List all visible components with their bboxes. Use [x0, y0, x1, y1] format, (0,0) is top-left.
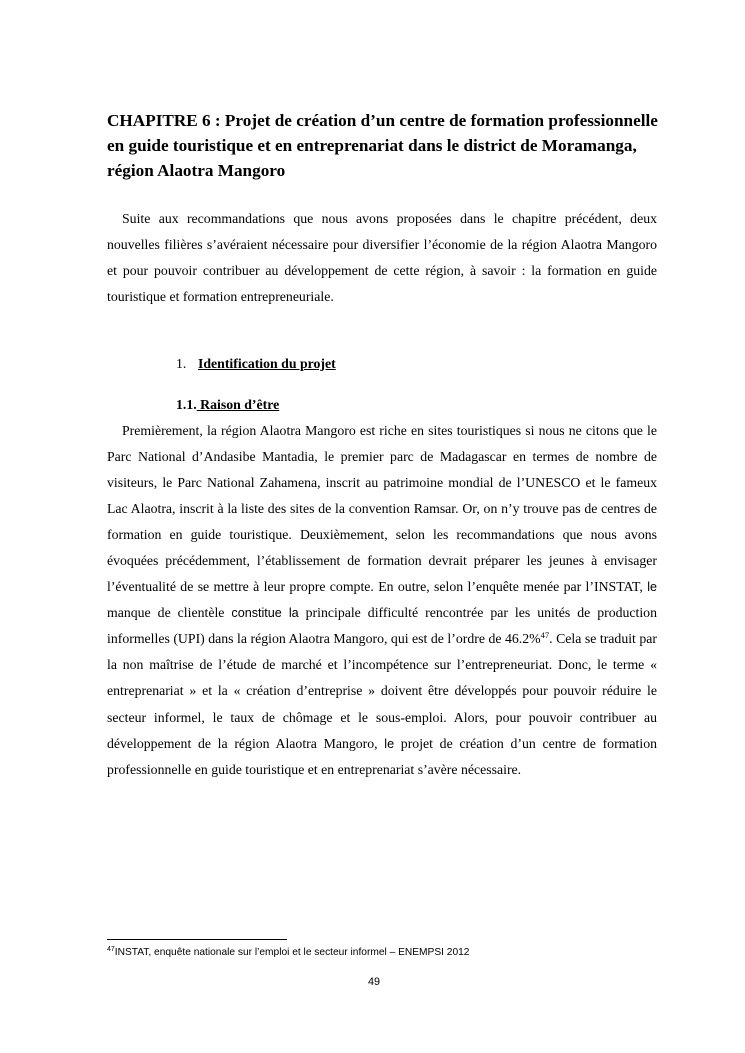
subsection-number: 1.1.	[176, 397, 197, 412]
footnote-text: INSTAT, enquête nationale sur l’emploi et le secteur informel – ENEMPSI 2012	[114, 947, 470, 958]
body-paragraph	[107, 418, 657, 783]
footnote-reference: 47	[540, 630, 550, 641]
body-text-b: le	[647, 580, 657, 595]
body-text-a: Premièrement, la région Alaotra Mangoro est riche en sites touristiques si nous ne citons que le Parc National d’Andasibe Mantadia, le premier parc de Madagascar en termes de nombre de visiteurs, le Parc National Zahamena, inscrit au patrimoine mondial de l’UNESCO et le fameux Lac Alaotra, inscrit à la liste des sites de la convention Ramsar. Or, on n’y trouve pas de centres de formation en guide touristique. Deuxièmement, selon les recommandations que nous avons évoquées précédemment, l’établissement de formation devrait préparer les jeunes à envisager l’éventualité de se mettre à leur propre compte. En outre, selon l’enquête menée par l’INSTAT,	[107, 423, 657, 595]
footnote	[107, 947, 469, 958]
body-text-c: manque de clientèle	[107, 605, 232, 621]
subsection-heading	[176, 397, 279, 413]
chapter-title: CHAPITRE 6 : Projet de création d’un centre de formation professionnelle en guide touristique et en entreprenariat dans le district de Moramanga, région Alaotra Mangoro	[107, 111, 658, 180]
footnote-separator	[107, 939, 287, 940]
body-text-e: principale difficulté rencontrée par les unités de production informelles (UPI) dans la région Alaotra Mangoro, qui est de l’ordre de 46.2%	[107, 605, 657, 647]
page-number: 49	[368, 976, 381, 988]
footnote-number: 47	[107, 946, 115, 953]
section-number: 1.	[176, 356, 187, 371]
intro-text: Suite aux recommandations que nous avons proposées dans le chapitre précédent, deux nouvelles filières s’avéraient nécessaire pour diversifier l’économie de la région Alaotra Mangoro et pour pouvoir contribuer au développement de cette région, à savoir : la formation en guide touristique et formation entrepreneuriale.	[107, 211, 657, 305]
subsection-title: Raison d’être	[196, 397, 280, 412]
body-text-g: le	[384, 736, 395, 751]
section-title: Identification du projet	[198, 356, 336, 371]
body-text-h: projet de création d’un centre de formation professionnelle en guide touristique et en entreprenariat s’avère nécessaire.	[107, 735, 657, 777]
section-heading	[176, 356, 336, 372]
intro-paragraph	[107, 206, 657, 310]
body-text-f: . Cela se traduit par la non maîtrise de l’étude de marché et l’incompétence sur l’entrepreneuriat. Donc, le terme « entreprenariat » et la « création d’entreprise » doivent être développés pour pouvoir réduire le secteur informel, le taux de chômage et le sous-emploi. Alors, pour pouvoir contribuer au développement de la région Alaotra Mangoro,	[107, 631, 658, 751]
body-text-d: constitue la	[231, 606, 299, 621]
